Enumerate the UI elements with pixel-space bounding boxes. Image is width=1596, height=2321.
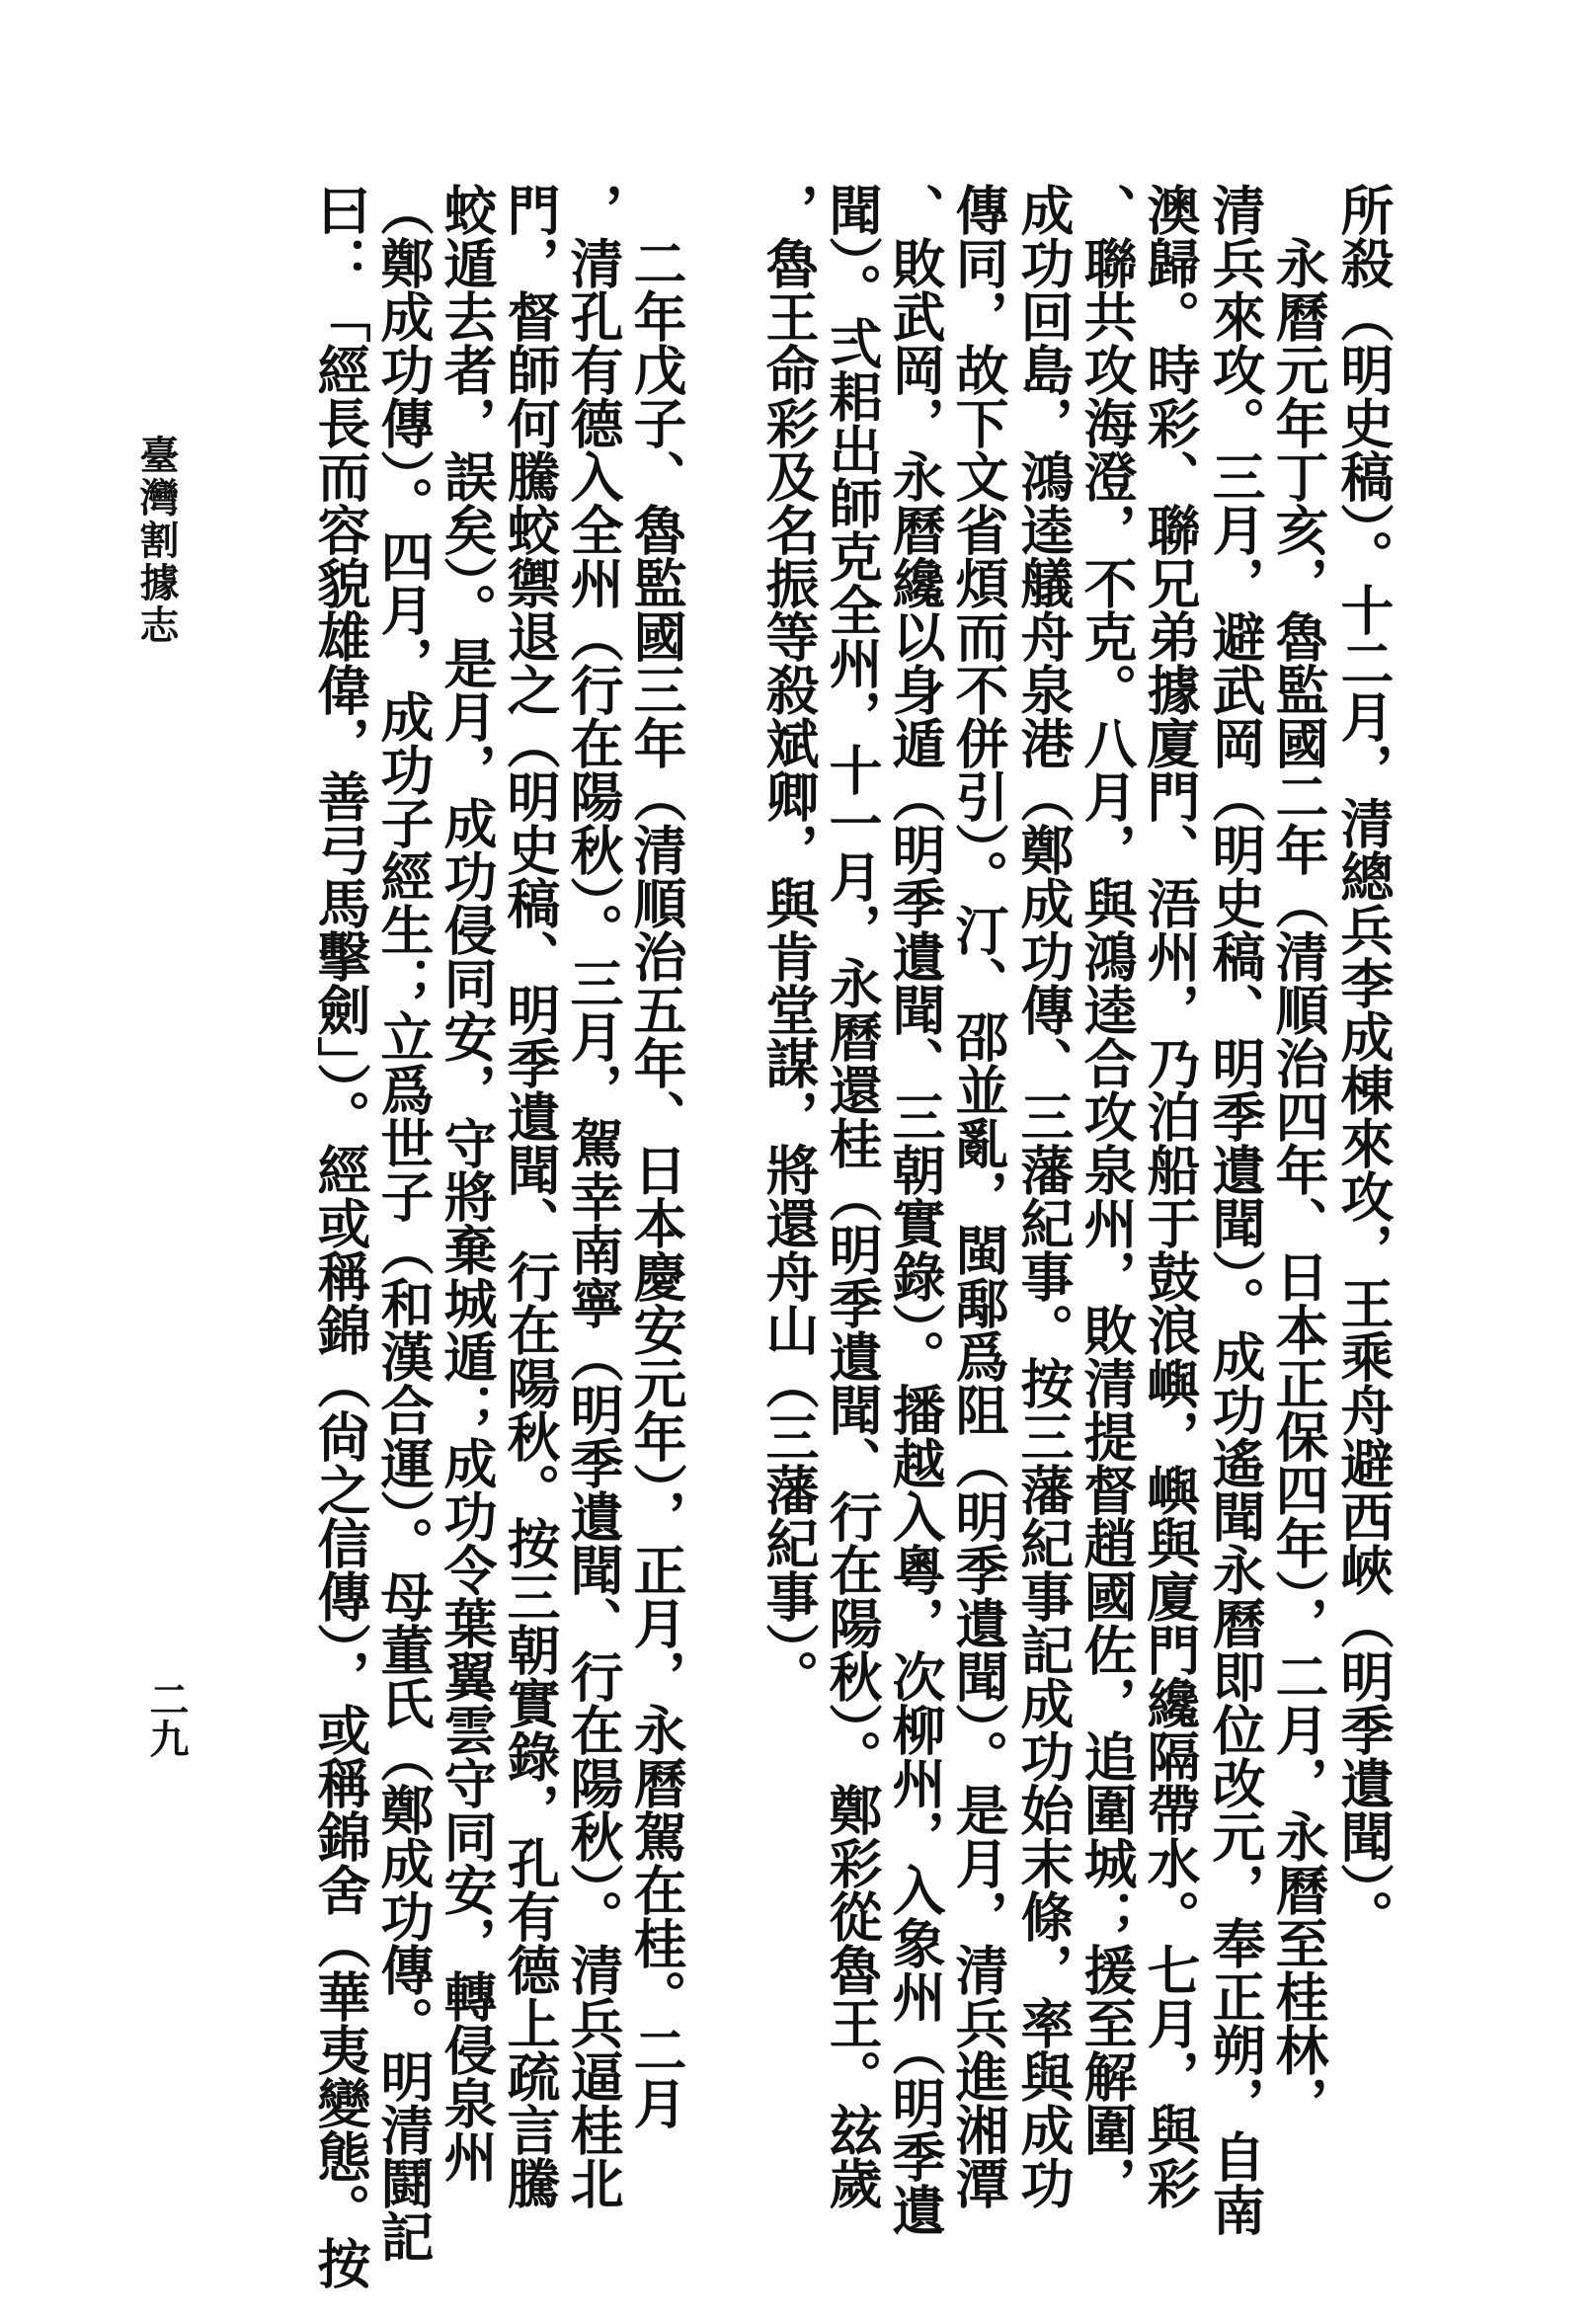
text-column-2: 永曆元年丁亥，魯監國二年（清順治四年、日本正保四年），二月，永曆至桂林， [1267, 183, 1330, 2129]
text-column-13: 門，督師何騰蛟禦退之（明史稿、明季遺聞、行在陽秋。按三朝實錄，孔有德上疏言騰 [499, 183, 562, 2209]
text-column-10: ，魯王命彩及名振等殺斌卿，與肯堂謀，將還舟山（三藩紀事）。 [758, 183, 821, 1703]
text-column-5: 、聯共攻海澄，不克。八月，與鴻逵合攻泉州，敗清提督趙國佐，追圍城；援至解圍， [1076, 183, 1139, 2209]
running-header: 臺灣割據志 [133, 435, 180, 647]
text-column-16: 曰：「經長而容貌雄偉，善弓馬擊劍」）。經或稱錦（尙之信傳），或稱錦舍（華夷變態。按 [309, 183, 372, 2289]
text-column-11: 二年戊子、魯監國三年（清順治五年、日本慶安元年），正月，永曆駕在桂。二月 [625, 183, 688, 2129]
text-column-15: （鄭成功傳）。四月，成功子經生；立爲世子（和漢合運）。母董氏（鄭成功傳。明清鬪記 [372, 183, 436, 2263]
text-column-1: 所殺（明史稿）。十二月，清總兵李成棟來攻，王乘舟避西峽（明季遺聞）。 [1332, 183, 1396, 1943]
text-column-6: 成功回島，鴻逵艤舟泉港（鄭成功傳、三藩紀事。按三藩紀事記成功始末條，率與成功 [1012, 183, 1076, 2209]
text-column-7: 傳同，故下文省煩而不併引）。汀、邵並亂，閩鄅爲阻（明季遺聞）。是月，清兵進湘潭 [947, 183, 1010, 2209]
text-column-12: ，清孔有德入全州（行在陽秋）。三月，駕幸南寧（明季遺聞、行在陽秋）。清兵逼桂北 [562, 183, 625, 2209]
page-number: 二九 [143, 1679, 190, 1758]
text-column-3: 清兵來攻。三月，避武岡（明史稿、明季遺聞）。成功遙聞永曆即位改元，奉正朔，自南 [1204, 183, 1267, 2236]
text-column-9: 聞）。弍耜出師克全州，十一月，永曆還桂（明季遺聞、行在陽秋）。鄭彩從魯王。玆歲 [821, 183, 884, 2209]
text-column-8: 、敗武岡，永曆纔以身遁（明季遺聞、三朝實錄）。播越入粵，次柳州，入象州（明季遺 [884, 183, 947, 2236]
text-column-14: 蛟遁去者，誤矣）。是月，成功侵同安，守將棄城遁；成功令葉翼雲守同安，轉侵泉州 [436, 183, 499, 2183]
text-column-4: 澳歸。時彩、聯兄弟據廈門、浯州，乃泊船于鼓浪嶼，嶼與廈門纔隔帶水。七月，與彩 [1139, 183, 1202, 2209]
